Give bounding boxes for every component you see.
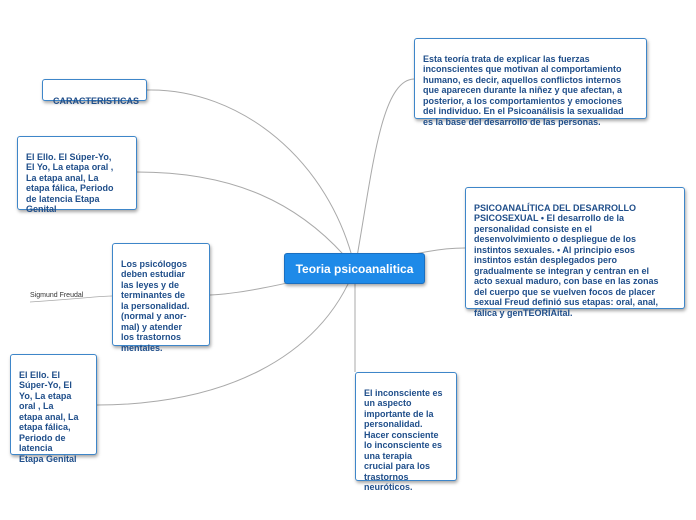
- node-unconscious[interactable]: [355, 372, 457, 492]
- node-structure-text: El Ello. El Súper-Yo, El Yo, La etapa oral , La etapa anal, La etapa fálica, Periodo de latencia Etapa Genital: [26, 151, 114, 214]
- node-definition-text: Esta teoría trata de explicar las fuerzas inconscientes que motivan al comportamiento humano, es decir, aquellos conflictos internos que aparecen durante la niñez y que afectan, a posterior, a los comportamientos y emociones del individuo. En el Psicoanálisis la sexualidad es la base del desarrollo de las personas.: [423, 53, 624, 127]
- node-psychosexual[interactable]: [465, 187, 685, 318]
- node-definition[interactable]: [414, 38, 647, 127]
- central-topic[interactable]: [284, 253, 425, 284]
- node-stages[interactable]: [10, 354, 97, 464]
- node-psychosexual-text: PSICOANALÍTICA DEL DESARROLLO PSICOSEXUAL • El desarrollo de la personalidad consiste en el desenvolvimiento o despliegue de los instintos sexuales. • Al principio esos instintos están desplegados pero gradualmente se integran y centran en el acto sexual maduro, con base en las zonas del cuerpo que se vuelven focos de placer sexual Freud definió sus etapas: oral, anal, fálica y genTEORÍAital.: [474, 202, 659, 318]
- node-characteristics-text: CARACTERISTICAS: [53, 95, 140, 106]
- link-characteristics: [147, 90, 355, 268]
- node-stages-text: El Ello. El Súper-Yo, El Yo, La etapa oral , La etapa anal, La etapa fálica, Periodo de latencia Etapa Genital: [19, 369, 79, 464]
- floating-label-freudal[interactable]: [30, 292, 83, 299]
- floating-label-text: Sigmund Freudal: [30, 292, 84, 299]
- node-unconscious-text: El inconsciente es un aspecto importante de la personalidad. Hacer consciente lo inconsciente es una terapia crucial para los trastornos neuróticos.: [364, 387, 443, 492]
- node-psychologists-text: Los psicólogos deben estudiar las leyes y de terminantes de la personalidad. (normal y anor- mal) y atender los trastornos mentales.: [121, 258, 190, 353]
- link-definition: [355, 79, 414, 268]
- node-structure[interactable]: [17, 136, 137, 214]
- node-psychologists[interactable]: [112, 243, 210, 353]
- central-topic-label: Teoria psicoanalitica: [295, 261, 414, 276]
- node-characteristics[interactable]: [42, 79, 147, 106]
